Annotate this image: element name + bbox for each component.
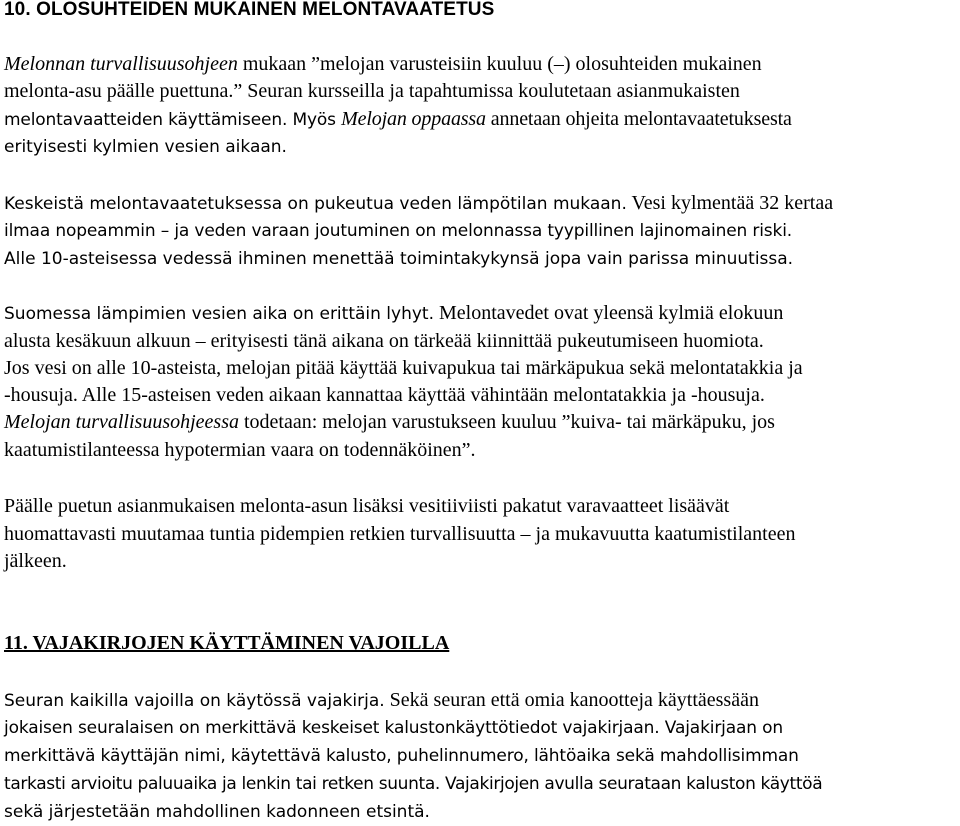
paragraph-line: alusta kesäkuun alkuun – erityisesti tänä aikana on tärkeää kiinnittää pukeutumiseen huomiota.: [4, 330, 764, 352]
italic-reference: Melonnan turvallisuusohjeen: [4, 53, 238, 75]
paragraph-line: [4, 106, 792, 133]
text-run: Suomessa lämpimien vesien aika on erittäin lyhyt.: [4, 304, 434, 324]
text-run: mukaan ”melojan varusteisiin kuuluu (–) olosuhteiden mukainen: [237, 53, 762, 75]
italic-reference: Melojan oppaassa: [341, 108, 486, 130]
text-run: Melontavedet ovat yleensä kylmiä elokuun: [434, 302, 784, 324]
paragraph-line: merkittävä käyttäjän nimi, käytettävä kalusto, puhelinnumero, lähtöaika sekä mahdollisimman: [4, 746, 799, 766]
paragraph-line: jokaisen seuralaisen on merkittävä keskeiset kalustonkäyttötiedot vajakirjaan. Vajakirjaan on: [4, 718, 784, 738]
paragraph-line: [4, 190, 833, 217]
section-11-heading: [4, 630, 449, 656]
text-run: Sekä seuran että omia kanootteja käyttäessään: [384, 689, 759, 711]
italic-reference: Melojan turvallisuusohjeessa: [4, 411, 239, 433]
paragraph-line: jälkeen.: [4, 550, 67, 572]
paragraph-line: kaatumistilanteessa hypotermian vaara on todennäköinen”.: [4, 439, 476, 461]
paragraph-line: ilmaa nopeammin – ja veden varaan joutuminen on melonnassa tyypillinen lajinomainen riski.: [4, 221, 793, 241]
paragraph-line: Päälle puetun asianmukaisen melonta-asun lisäksi vesitiiviisti pakatut varavaatteet lisäävät: [4, 495, 730, 517]
paragraph-line: huomattavasti muutamaa tuntia pidempien retkien turvallisuutta – ja mukavuutta kaatumistilanteen: [4, 523, 796, 545]
paragraph-line: Alle 10-asteisessa vedessä ihminen menettää toimintakykynsä jopa vain parissa minuutissa.: [4, 249, 794, 269]
paragraph-line: tarkasti arvioitu paluuaika ja lenkin tai retken suunta. Vajakirjojen avulla seurataan kaluston käyttöä: [4, 774, 823, 794]
text-run: Vesi kylmentää 32 kertaa: [626, 192, 834, 214]
paragraph-line: [4, 51, 762, 77]
paragraph-line: Jos vesi on alle 10-asteista, melojan pitää käyttää kuivapukua tai märkäpukua sekä melontatakkia ja: [4, 357, 803, 379]
paragraph-line: erityisesti kylmien vesien aikaan.: [4, 137, 287, 157]
paragraph-line: [4, 409, 775, 435]
text-run: Keskeistä melontavaatetuksessa on pukeutua veden lämpötilan mukaan.: [4, 194, 627, 214]
paragraph-line: [4, 687, 759, 714]
text-run: annetaan ohjeita melontavaatetuksesta: [485, 108, 792, 130]
section-10-heading: 10. OLOSUHTEIDEN MUKAINEN MELONTAVAATETUS: [4, 0, 495, 20]
text-run: melontavaatteiden käyttämiseen. Myös: [4, 110, 342, 130]
paragraph-line: melonta-asu päälle puettuna.” Seuran kursseilla ja tapahtumissa koulutetaan asianmukaisten: [4, 80, 740, 102]
text-run: Seuran kaikilla vajoilla on käytössä vajakirja.: [4, 691, 385, 711]
paragraph-line: sekä järjestetään mahdollinen kadonneen etsintä.: [4, 802, 430, 822]
text-run: todetaan: melojan varustukseen kuuluu ”kuiva- tai märkäpuku, jos: [238, 411, 775, 433]
paragraph-line: [4, 300, 783, 327]
paragraph-line: -housuja. Alle 15-asteisen veden aikaan kannattaa käyttää vähintään melontatakkia ja -housuja.: [4, 384, 765, 406]
heading-text: 11. VAJAKIRJOJEN KÄYTTÄMINEN VAJOILLA: [4, 632, 450, 654]
